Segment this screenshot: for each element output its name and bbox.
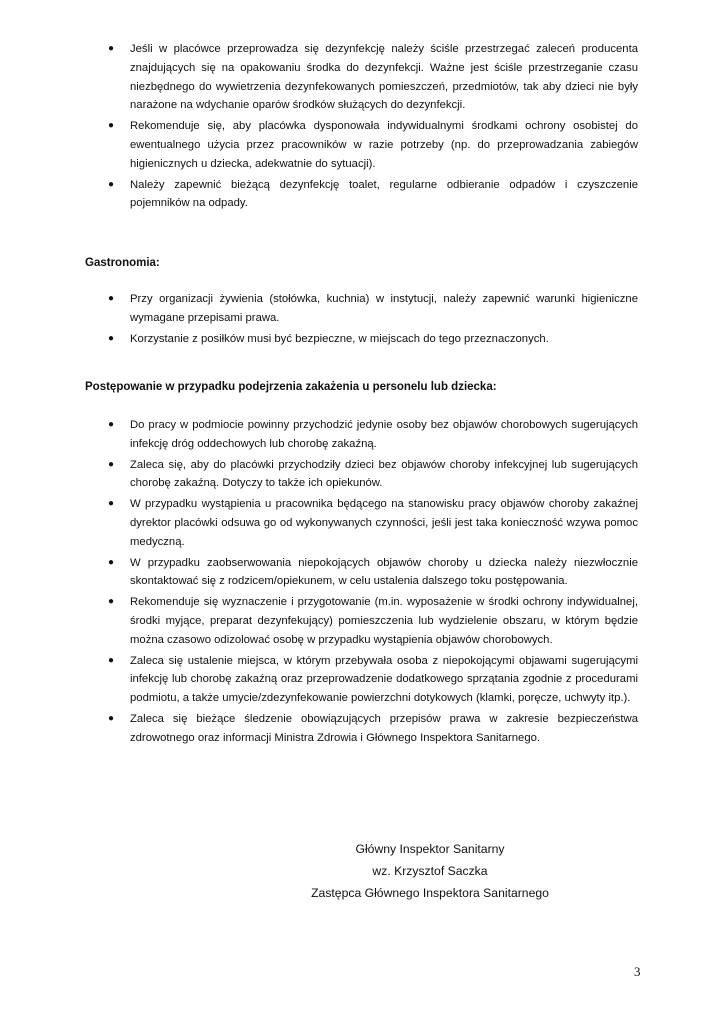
list-item-text: W przypadku zaobserwowania niepokojących objawów choroby u dziecka należy niezwłocznie skontaktować się z rodzicem/opiekunem, w celu ustalenia dalszego toku postępowania. <box>130 556 638 588</box>
bullet-icon: ● <box>108 178 115 190</box>
list-item-text: Rekomenduje się wyznaczenie i przygotowanie (m.in. wyposażenie w środki ochrony indywidualnej, środki myjące, preparat dezynfekujący) pomieszczenia lub wydzielenie obszaru, w którym będzie można czasowo odizolować osobę w przypadku wystąpienia objawów chorobowych. <box>130 596 638 646</box>
list-item-text: W przypadku wystąpienia u pracownika będącego na stanowisku pracy objawów choroby zakaźnej dyrektor placówki odsuwa go od wykonywanych czynności, jeśli jest taka konieczność wzywa pomoc medyczną. <box>130 498 638 548</box>
bullet-icon: ● <box>108 458 115 470</box>
list-item <box>108 40 638 115</box>
bullet-icon: ● <box>108 596 115 608</box>
signature-title: Główny Inspektor Sanitarny <box>355 842 505 856</box>
list-item <box>108 416 638 454</box>
signature-block <box>250 838 610 904</box>
list-item <box>108 652 638 708</box>
bullet-icon: ● <box>108 419 115 430</box>
list-item <box>108 456 638 494</box>
signature-name: wz. Krzysztof Saczka <box>372 864 488 878</box>
list-item <box>108 593 638 649</box>
section-title-postepowanie: Postępowanie w przypadku podejrzenia zakażenia u personelu lub dziecka: <box>85 381 497 393</box>
list-item <box>108 117 638 173</box>
bullet-icon: ● <box>108 498 115 510</box>
list-item-text: Korzystanie z posiłków musi być bezpieczne, w miejscach do tego przeznaczonych. <box>130 332 549 345</box>
list-item-text: Zaleca się bieżące śledzenie obowiązujących przepisów prawa w zakresie bezpieczeństwa zdrowotnego oraz informacji Ministra Zdrowia i Głównego Inspektora Sanitarnego. <box>130 712 638 744</box>
section-title-gastronomia: Gastronomia: <box>85 257 160 269</box>
bullet-icon: ● <box>108 120 115 132</box>
bullet-icon: ● <box>108 332 115 344</box>
list-item-text: Przy organizacji żywienia (stołówka, kuchnia) w instytucji, należy zapewnić warunki higieniczne wymagane przepisami prawa. <box>130 293 638 324</box>
list-item-text: Zaleca się, aby do placówki przychodziły dzieci bez objawów choroby infekcyjnej lub sugerujących chorobę zakaźną. Dotyczy to także ich opiekunów. <box>130 458 638 490</box>
list-item-text: Rekomenduje się, aby placówka dysponowała indywidualnymi środkami ochrony osobistej do ewentualnego użycia przez pracowników w razie potrzeby (np. do przeprowadzania zabiegów higienicznych u dziecka, adekwatnie do sytuacji). <box>130 120 638 170</box>
list-item-text: Należy zapewnić bieżącą dezynfekcję toalet, regularne odbieranie odpadów i czyszczenie pojemników na odpady. <box>130 178 638 210</box>
list-item <box>108 495 638 551</box>
gastronomia-bullet-list <box>108 290 638 350</box>
list-item <box>108 290 638 328</box>
list-item <box>108 330 638 349</box>
list-item <box>108 176 638 214</box>
bullet-icon: ● <box>108 654 115 666</box>
list-item-text: Jeśli w placówce przeprowadza się dezynfekcję należy ściśle przestrzegać zaleceń producenta znajdujących się na opakowaniu środka do dezynfekcji. Ważne jest ściśle przestrzeganie czasu niezbędnego do wywietrzenia dezynfekowanych pomieszczeń, przedmiotów, tak aby dzieci nie były narażone na wdychanie oparów środków służących do dezynfekcji. <box>130 43 638 112</box>
bullet-icon: ● <box>108 556 115 568</box>
bullet-icon: ● <box>108 43 115 54</box>
page-number: 3 <box>634 964 641 979</box>
signature-role: Zastępca Głównego Inspektora Sanitarnego <box>311 886 549 900</box>
list-item-text: Do pracy w podmiocie powinny przychodzić jedynie osoby bez objawów chorobowych sugerujących infekcję dróg oddechowych lub chorobę zakaźną. <box>130 419 638 450</box>
intro-bullet-list <box>108 40 638 215</box>
list-item-text: Zaleca się ustalenie miejsca, w którym przebywała osoba z niepokojącymi objawami sugerującymi infekcję lub chorobę zakaźną oraz przeprowadzenie dodatkowego sprzątania zgodnie z procedurami podmiotu, a także umycie/zdezynfekowanie powierzchni dotykowych (klamki, poręcze, uchwyty itp.). <box>130 654 638 705</box>
list-item <box>108 710 638 748</box>
postepowanie-bullet-list <box>108 416 638 750</box>
bullet-icon: ● <box>108 712 115 724</box>
list-item <box>108 554 638 592</box>
bullet-icon: ● <box>108 293 115 304</box>
